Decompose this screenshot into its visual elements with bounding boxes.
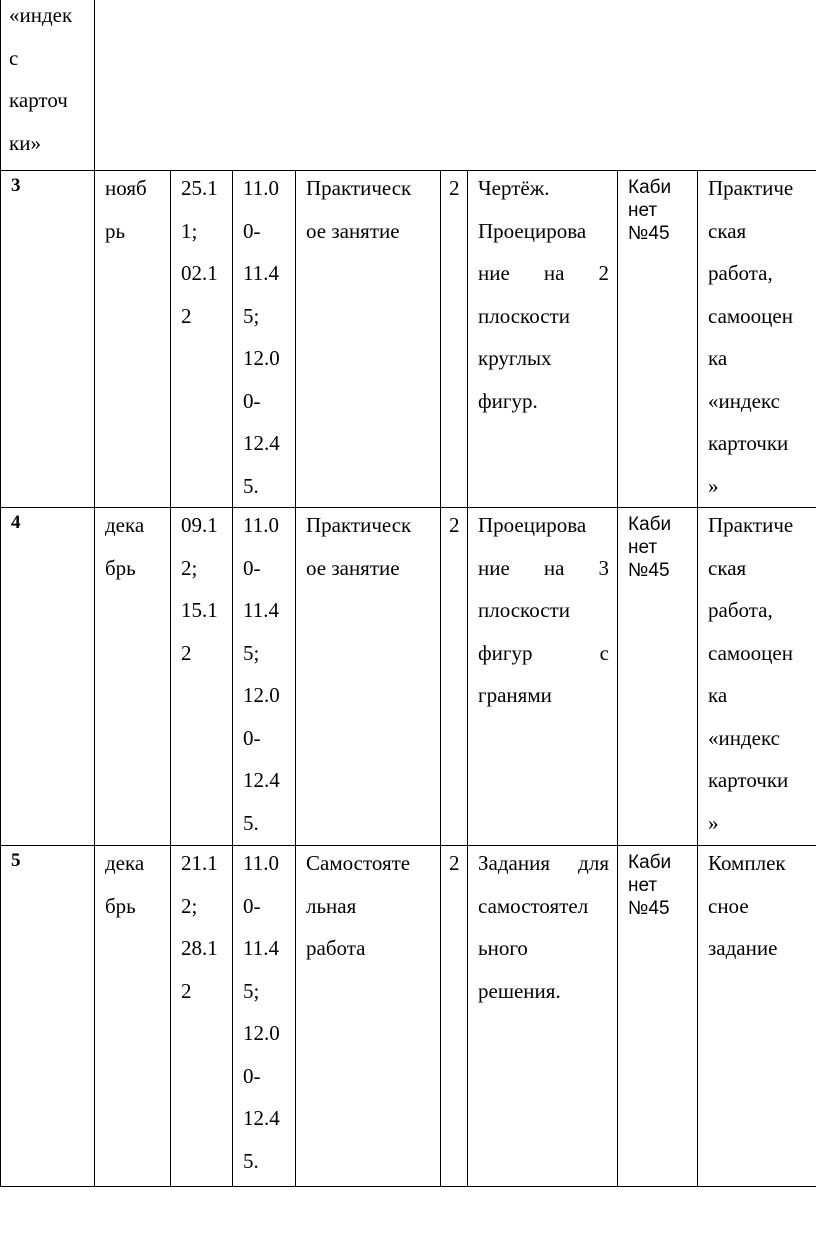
topic-line: плоскости bbox=[478, 303, 570, 328]
time-line: 0- bbox=[243, 725, 261, 750]
month-line: брь bbox=[105, 893, 136, 918]
table-border-row2 bbox=[0, 507, 816, 508]
topic-cell bbox=[468, 847, 617, 1186]
time-cell bbox=[233, 509, 295, 845]
topic-cell bbox=[468, 509, 617, 845]
time-line: 11.0 bbox=[243, 176, 279, 200]
time-line: 11.4 bbox=[243, 261, 279, 285]
time-line: 5. bbox=[243, 473, 259, 498]
time-line: 5. bbox=[243, 810, 259, 835]
dates-line: 21.1 bbox=[181, 851, 218, 875]
form-line: Самостояте bbox=[306, 851, 411, 875]
place-line: нет bbox=[628, 875, 658, 896]
header-fragment-line: «индек bbox=[9, 3, 73, 27]
dates-cell bbox=[171, 847, 232, 1186]
month-line: брь bbox=[105, 555, 136, 580]
month-line: дека bbox=[105, 513, 145, 537]
control-line: ская bbox=[708, 218, 747, 243]
hours-cell bbox=[441, 847, 467, 1186]
row-number-cell bbox=[1, 847, 94, 1186]
topic-line: Чертёж. bbox=[478, 176, 550, 200]
dates-line: 2 bbox=[181, 303, 192, 328]
month-cell bbox=[95, 172, 170, 507]
topic-line: гранями bbox=[478, 683, 552, 707]
topic-line: фигур с bbox=[478, 640, 609, 665]
place-line: Каби bbox=[628, 852, 672, 873]
control-line: задание bbox=[708, 936, 778, 960]
control-line: карточки bbox=[708, 431, 789, 455]
topic-line: решения. bbox=[478, 978, 561, 1003]
form-line: работа bbox=[306, 936, 366, 960]
time-line: 11.4 bbox=[243, 598, 279, 622]
control-line: ка bbox=[708, 683, 728, 707]
form-cell bbox=[296, 847, 440, 1186]
time-line: 5. bbox=[243, 1148, 259, 1173]
month-line: нояб bbox=[105, 176, 147, 200]
topic-line: Проецирова bbox=[478, 218, 587, 243]
row-number-cell bbox=[1, 172, 94, 507]
control-line: Практиче bbox=[708, 176, 794, 200]
control-line: ская bbox=[708, 555, 747, 580]
row-number: 4 bbox=[11, 512, 21, 533]
place-line: нет bbox=[628, 537, 658, 558]
dates-line: 2; bbox=[181, 555, 198, 580]
control-cell bbox=[698, 172, 816, 507]
topic-line: Задания для bbox=[478, 851, 609, 875]
topic-cell bbox=[468, 172, 617, 507]
control-line: самооцен bbox=[708, 303, 793, 328]
time-line: 5; bbox=[243, 640, 260, 665]
form-line: ое занятие bbox=[306, 218, 400, 243]
control-line: карточки bbox=[708, 768, 789, 792]
topic-line: ние на 3 bbox=[478, 555, 609, 580]
dates-line: 02.1 bbox=[181, 261, 218, 285]
time-line: 12.0 bbox=[243, 346, 280, 370]
dates-line: 15.1 bbox=[181, 598, 218, 622]
form-line: ое занятие bbox=[306, 555, 400, 580]
time-line: 5; bbox=[243, 303, 260, 328]
form-cell bbox=[296, 509, 440, 845]
time-line: 0- bbox=[243, 1063, 261, 1088]
form-line: льная bbox=[306, 893, 357, 918]
control-line: «индекс bbox=[708, 388, 780, 413]
control-line: ка bbox=[708, 346, 728, 370]
topic-line: фигур. bbox=[478, 388, 538, 413]
time-line: 11.4 bbox=[243, 936, 279, 960]
control-line: сное bbox=[708, 893, 749, 918]
control-line: работа, bbox=[708, 598, 773, 622]
time-line: 12.4 bbox=[243, 1106, 280, 1130]
control-line: Практиче bbox=[708, 513, 794, 537]
time-line: 12.4 bbox=[243, 431, 280, 455]
month-cell bbox=[95, 509, 170, 845]
time-line: 12.4 bbox=[243, 768, 280, 792]
control-line: » bbox=[708, 810, 719, 835]
place-line: Каби bbox=[628, 177, 672, 198]
header-fragment-line: карточ bbox=[9, 88, 68, 112]
row-number: 3 bbox=[11, 175, 21, 196]
place-line: №45 bbox=[628, 223, 670, 244]
topic-line: самостоятел bbox=[478, 893, 589, 918]
place-cell bbox=[618, 513, 697, 845]
hours-value: 2 bbox=[449, 513, 460, 537]
place-line: №45 bbox=[628, 560, 670, 581]
time-cell bbox=[233, 172, 295, 507]
time-line: 11.0 bbox=[243, 513, 279, 537]
header-fragment-line: ки» bbox=[9, 130, 41, 155]
dates-line: 1; bbox=[181, 218, 198, 243]
dates-line: 2 bbox=[181, 640, 192, 665]
topic-line: круглых bbox=[478, 346, 552, 370]
control-line: Комплек bbox=[708, 851, 786, 875]
place-line: нет bbox=[628, 200, 658, 221]
dates-line: 2; bbox=[181, 893, 198, 918]
dates-line: 28.1 bbox=[181, 936, 218, 960]
place-line: №45 bbox=[628, 898, 670, 919]
dates-line: 2 bbox=[181, 978, 192, 1003]
form-line: Практическ bbox=[306, 176, 412, 200]
hours-cell bbox=[441, 509, 467, 845]
table-border-bottom bbox=[0, 1186, 816, 1187]
topic-line: Проецирова bbox=[478, 513, 587, 537]
hours-cell bbox=[441, 172, 467, 507]
time-line: 0- bbox=[243, 218, 261, 243]
header-fragment-cell bbox=[1, 0, 94, 170]
time-line: 11.0 bbox=[243, 851, 279, 875]
time-line: 12.0 bbox=[243, 683, 280, 707]
dates-line: 09.1 bbox=[181, 513, 218, 537]
place-cell bbox=[618, 176, 697, 507]
control-line: работа, bbox=[708, 261, 773, 285]
time-line: 0- bbox=[243, 388, 261, 413]
month-cell bbox=[95, 847, 170, 1186]
control-line: » bbox=[708, 473, 719, 498]
form-line: Практическ bbox=[306, 513, 412, 537]
form-cell bbox=[296, 172, 440, 507]
time-line: 12.0 bbox=[243, 1021, 280, 1045]
hours-value: 2 bbox=[449, 851, 460, 875]
place-cell bbox=[618, 851, 697, 1186]
time-line: 5; bbox=[243, 978, 260, 1003]
table-border-row1 bbox=[0, 170, 816, 171]
control-cell bbox=[698, 509, 816, 845]
control-cell bbox=[698, 847, 816, 1186]
row-number: 5 bbox=[11, 850, 21, 871]
topic-line: плоскости bbox=[478, 598, 570, 622]
dates-cell bbox=[171, 509, 232, 845]
month-line: рь bbox=[105, 218, 126, 243]
topic-line: ние на 2 bbox=[478, 261, 609, 285]
row-number-cell bbox=[1, 509, 94, 845]
time-line: 0- bbox=[243, 893, 261, 918]
control-line: самооцен bbox=[708, 640, 793, 665]
dates-cell bbox=[171, 172, 232, 507]
place-line: Каби bbox=[628, 514, 672, 535]
time-line: 0- bbox=[243, 555, 261, 580]
table-border-row3 bbox=[0, 845, 816, 846]
time-cell bbox=[233, 847, 295, 1186]
dates-line: 25.1 bbox=[181, 176, 218, 200]
month-line: дека bbox=[105, 851, 145, 875]
topic-line: ьного bbox=[478, 936, 528, 960]
header-fragment-line: с bbox=[9, 45, 19, 70]
control-line: «индекс bbox=[708, 725, 780, 750]
hours-value: 2 bbox=[449, 176, 460, 200]
